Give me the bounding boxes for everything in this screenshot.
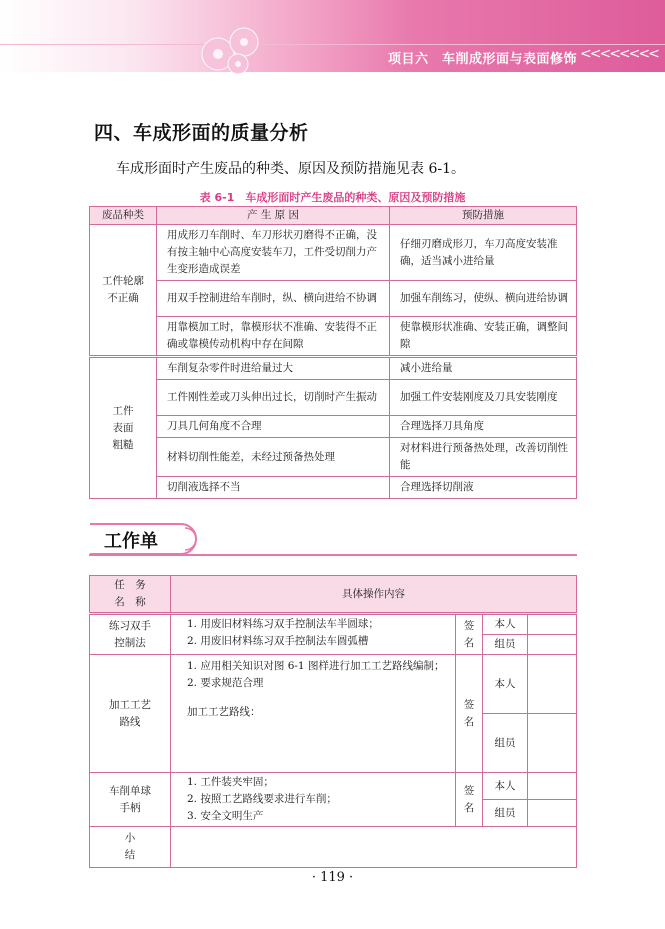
signature-field[interactable] <box>528 655 577 714</box>
prevent-cell: 合理选择切削液 <box>390 477 577 499</box>
summary-field[interactable] <box>171 827 577 868</box>
worksheet-underline <box>89 554 577 556</box>
table-row <box>90 614 577 635</box>
section-title: 四、车成形面的质量分析 <box>94 122 309 144</box>
sign-label: 签 名 <box>456 614 483 655</box>
sign-label: 签 名 <box>456 655 483 773</box>
intro-paragraph: 车成形面时产生废品的种类、原因及预防措施见表 6-1。 <box>116 161 465 177</box>
col-header-cause: 产 生 原 因 <box>157 207 390 225</box>
cause-cell: 切削液选择不当 <box>157 477 390 499</box>
signature-field[interactable] <box>528 773 577 800</box>
prevent-cell: 加强车削练习，使纵、横向进给协调 <box>390 281 577 317</box>
table-row <box>90 357 577 380</box>
page-number: · 119 · <box>311 870 354 885</box>
task-name: 练习双手 控制法 <box>90 614 171 655</box>
self-label: 本人 <box>483 614 528 635</box>
signature-field[interactable] <box>528 614 577 635</box>
prevent-cell: 减小进给量 <box>390 357 577 380</box>
col-header-task: 任 务 名 称 <box>90 576 171 614</box>
category-cell: 工件轮廓 不正确 <box>90 225 157 357</box>
defect-table <box>89 206 577 499</box>
table-row <box>90 827 577 868</box>
summary-label: 小 结 <box>90 827 171 868</box>
category-cell: 工件 表面 粗糙 <box>90 357 157 499</box>
table-row <box>90 281 577 317</box>
task-name: 加工工艺 路线 <box>90 655 171 773</box>
col-header-content: 具体操作内容 <box>171 576 577 614</box>
group-label: 组员 <box>483 714 528 773</box>
table-row <box>90 380 577 416</box>
table-row <box>90 317 577 357</box>
table-caption: 表 6-1 车成形面时产生废品的种类、原因及预防措施 <box>199 191 466 204</box>
col-header-prevent: 预防措施 <box>390 207 577 225</box>
worksheet-table <box>89 575 577 868</box>
table-row <box>90 438 577 477</box>
table-row <box>90 773 577 800</box>
cause-cell: 刀具几何角度不合理 <box>157 416 390 438</box>
group-label: 组员 <box>483 635 528 655</box>
task-content: 1. 工件装夹牢固； 2. 按照工艺路线要求进行车削； 3. 安全文明生产 <box>171 773 456 827</box>
chevrons-icon: <<<<<<<< <box>580 46 658 62</box>
prevent-cell: 对材料进行预备热处理，改善切削性能 <box>390 438 577 477</box>
signature-field[interactable] <box>528 635 577 655</box>
group-label: 组员 <box>483 800 528 827</box>
task-content: 1. 用废旧材料练习双手控制法车半圆球； 2. 用废旧材料练习双手控制法车圆弧槽 <box>171 614 456 655</box>
cause-cell: 用成形刀车削时、车刀形状刃磨得不正确，没有按主轴中心高度安装车刀，工件受切削力产生变形造成误差 <box>157 225 390 281</box>
table-row <box>90 477 577 499</box>
header-divider <box>0 44 665 45</box>
prevent-cell: 加强工件安装刚度及刀具安装刚度 <box>390 380 577 416</box>
prevent-cell: 合理选择刀具角度 <box>390 416 577 438</box>
prevent-cell: 使靠模形状准确、安装正确，调整间隙 <box>390 317 577 357</box>
cause-cell: 车削复杂零件时进给量过大 <box>157 357 390 380</box>
col-header-type: 废品种类 <box>90 207 157 225</box>
chapter-title: 项目六 车削成形面与表面修饰 <box>388 52 578 67</box>
table-row <box>90 416 577 438</box>
self-label: 本人 <box>483 773 528 800</box>
worksheet-title: 工作单 <box>104 531 158 552</box>
self-label: 本人 <box>483 655 528 714</box>
cause-cell: 工件刚性差或刀头伸出过长，切削时产生振动 <box>157 380 390 416</box>
cause-cell: 用靠模加工时，靠模形状不准确、安装得不正确或靠模传动机构中存在间隙 <box>157 317 390 357</box>
task-content: 1. 应用相关知识对图 6-1 图样进行加工工艺路线编制； 2. 要求规范合理 加工工艺路线： <box>171 655 456 773</box>
table-row <box>90 655 577 714</box>
table-row <box>90 225 577 281</box>
signature-field[interactable] <box>528 800 577 827</box>
prevent-cell: 仔细刃磨成形刀，车刀高度安装准确，适当减小进给量 <box>390 225 577 281</box>
task-name: 车削单球 手柄 <box>90 773 171 827</box>
gear-icon <box>196 18 266 80</box>
sign-label: 签 名 <box>456 773 483 827</box>
cause-cell: 用双手控制进给车削时，纵、横向进给不协调 <box>157 281 390 317</box>
cause-cell: 材料切削性能差，未经过预备热处理 <box>157 438 390 477</box>
signature-field[interactable] <box>528 714 577 773</box>
